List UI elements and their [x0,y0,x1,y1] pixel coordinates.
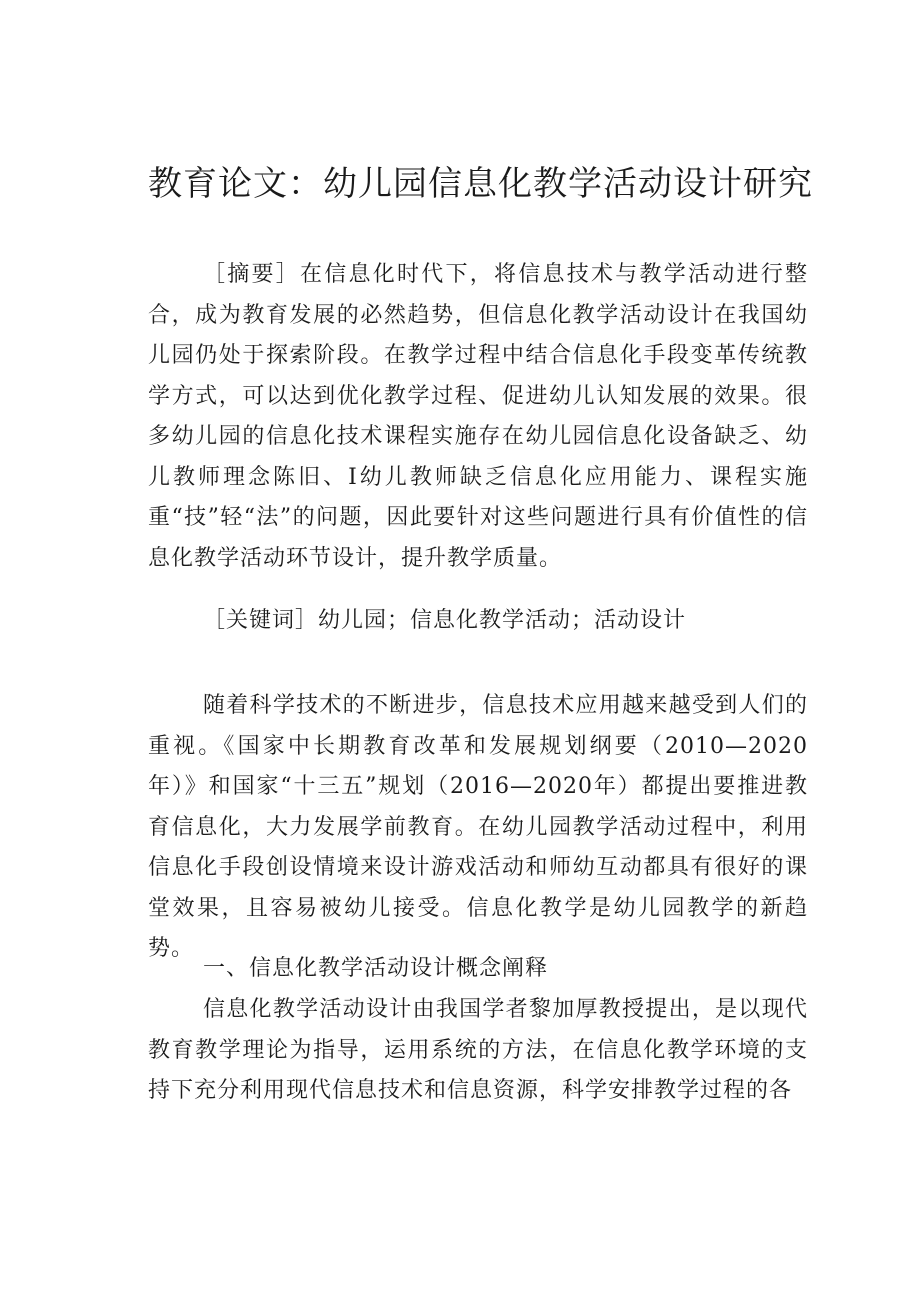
section-body-paragraph: 信息化教学活动设计由我国学者黎加厚教授提出，是以现代教育教学理论为指导，运用系统的方法，在信息化教学环境的支持下充分利用现代信息技术和信息资源，科学安排教学过程的各 [148,997,808,1103]
intro-paragraph: 随着科学技术的不断进步，信息技术应用越来越受到人们的重视。《国家中长期教育改革和发展规划纲要（2010—2020年）》和国家“十三五”规划（2016—2020年）都提出要推进教育信息化，大力发展学前教育。在幼儿园教学活动过程中，利用信息化手段创设情境来设计游戏活动和师幼互动都具有很好的课堂效果，且容易被幼儿接受。信息化教学是幼儿园教学的新趋势。 [148,693,808,961]
abstract-paragraph: ［摘要］在信息化时代下，将信息技术与教学活动进行整合，成为教育发展的必然趋势，但信息化教学活动设计在我国幼儿园仍处于探索阶段。在教学过程中结合信息化手段变革传统教学方式，可以达到优化教学过程、促进幼儿认知发展的效果。很多幼儿园的信息化技术课程实施存在幼儿园信息化设备缺乏、幼儿教师理念陈旧、I幼儿教师缺乏信息化应用能力、课程实施重“技”轻“法”的问题，因此要针对这些问题进行具有价值性的信息化教学活动环节设计，提升教学质量。 [148,262,808,571]
document-title: 教育论文：幼儿园信息化教学活动设计研究 [148,164,813,204]
section-heading: 一、信息化教学活动设计概念阐释 [203,956,549,981]
keywords-line: ［关键词］幼儿园；信息化教学活动；活动设计 [203,608,687,633]
